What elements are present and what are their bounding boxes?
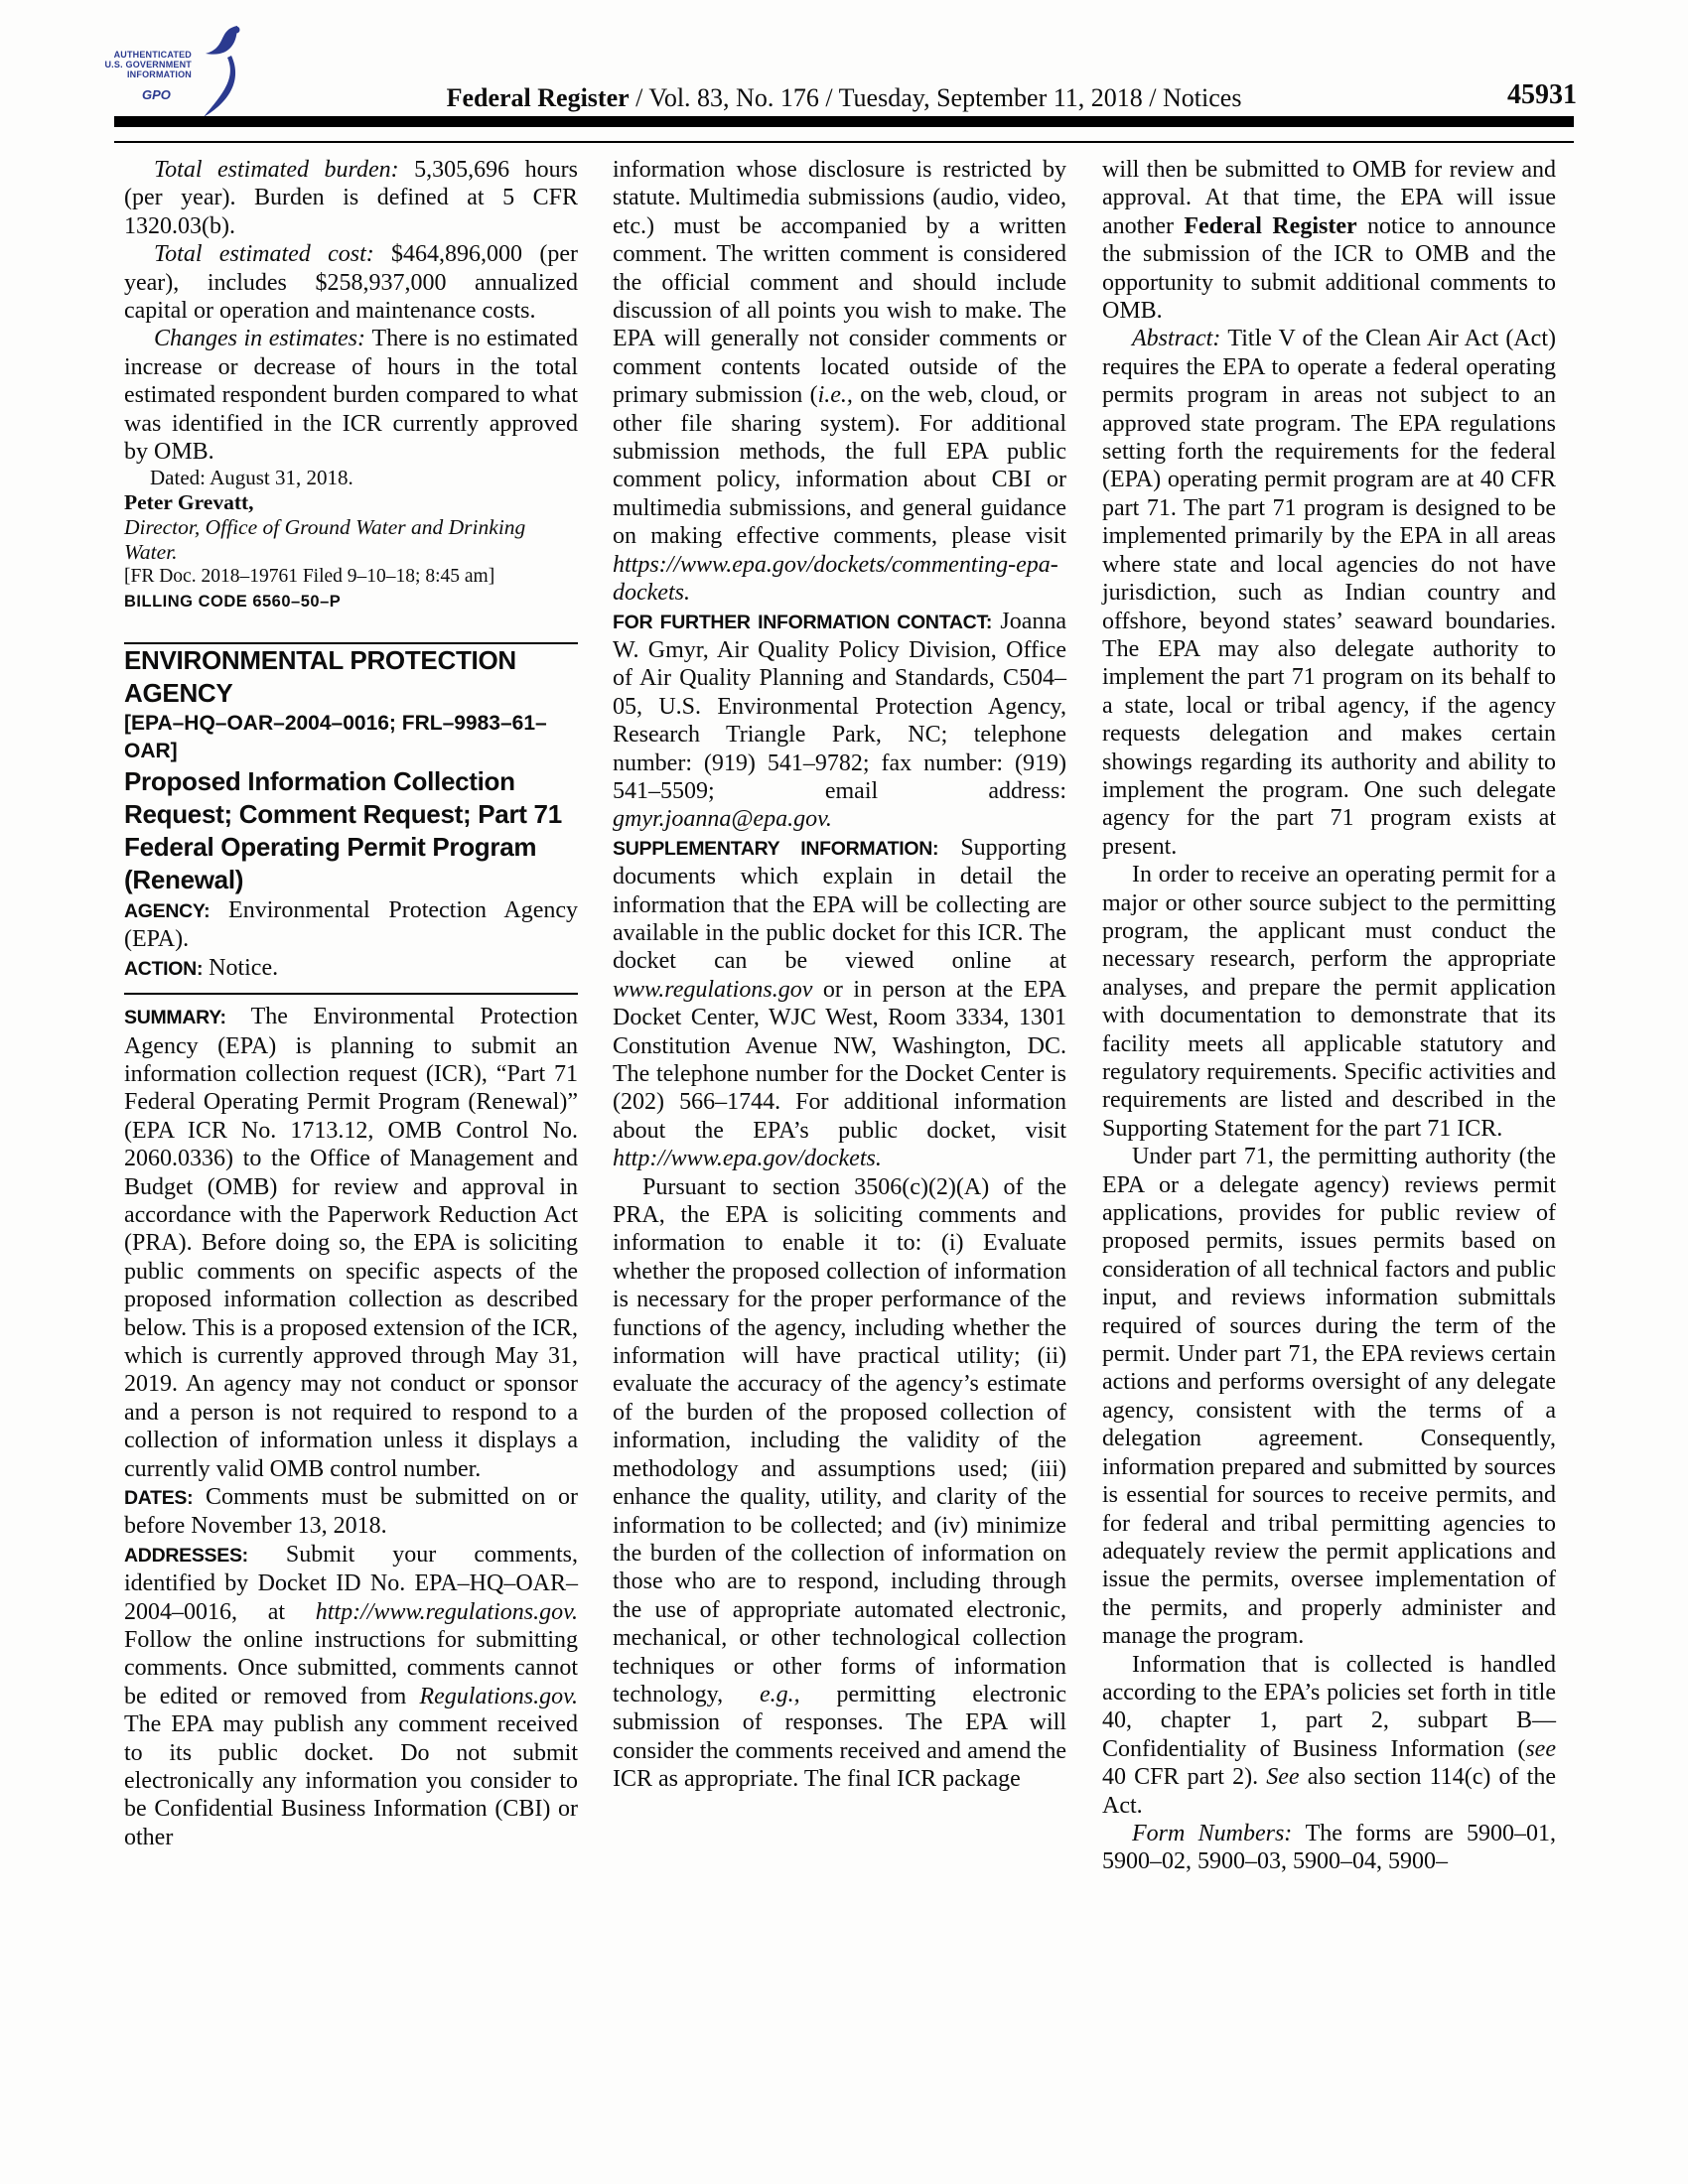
paragraph-abstract: Abstract: Title V of the Clean Air Act (Act) requires the EPA to operate a federal operating permits program in areas not subject to an approved state program. The EPA regulations setting forth the requirements for the federal (EPA) operating permit program are at 40 CFR part 71. The part 71 program is designed to be implemented primarily by the EPA in all areas where state and local agencies do not have jurisdiction, such as Indian country and offshore, beyond states’ seaward boundaries. The EPA may also delegate authority to implement the part 71 program on its behalf to a state, local or tribal agency, if the agency requests delegation and makes certain showings regarding its authority and ability to implement the program. One such delegate agency for the part 71 program exists at present.	[1102, 326, 1556, 860]
addresses-text: Submit your comments, identified by Docket ID No. EPA–HQ–OAR–2004–0016, at http://www.regulations.gov. Follow the online instructions for submitting comments. Once submitted, comments cannot be edited or removed from Regulations.gov. The EPA may publish any comment received to its public docket. Do not submit electronically any information you consider to be Confidential Business Information (CBI) or other	[124, 1541, 578, 1850]
agency-field	[124, 896, 578, 954]
column-1	[124, 156, 578, 1851]
supplementary-field	[613, 834, 1066, 1173]
agency-label: AGENCY:	[124, 899, 211, 922]
signature-title: Director, Office of Ground Water and Drinking Water.	[124, 515, 526, 565]
action-field	[124, 954, 578, 983]
gpo-logo-gpo: GPO	[142, 87, 171, 102]
gpo-logo-text	[104, 50, 192, 79]
summary-separator-rule	[124, 993, 578, 995]
summary-label: SUMMARY:	[124, 1007, 226, 1029]
gpo-logo-line2: U.S. GOVERNMENT	[104, 60, 192, 69]
paragraph-total-burden: Total estimated burden: 5,305,696 hours (per year). Burden is defined at 5 CFR 1320.03(b).	[124, 157, 578, 239]
fr-doc-line: [FR Doc. 2018–19761 Filed 9–10–18; 8:45 am]	[124, 566, 495, 588]
addresses-label: ADDRESSES:	[124, 1544, 248, 1567]
action-value: Notice.	[203, 954, 279, 981]
header-rule-thin	[114, 141, 1574, 143]
further-info-field	[613, 608, 1066, 834]
signature-name: Peter Grevatt,	[124, 490, 254, 515]
supplementary-label: SUPPLEMENTARY INFORMATION:	[613, 837, 939, 860]
agency-name-heading: ENVIRONMENTAL PROTECTION AGENCY	[124, 644, 516, 708]
paragraph-total-cost: Total estimated cost: $464,896,000 (per year), includes $258,937,000 annualized capital or operation and maintenance costs.	[124, 241, 578, 325]
further-info-label: FOR FURTHER INFORMATION CONTACT:	[613, 611, 993, 633]
dates-field	[124, 1483, 578, 1541]
addresses-field	[124, 1541, 578, 1851]
page-number: 45931	[1507, 79, 1577, 110]
paragraph-continuation: information whose disclosure is restricted by statute. Multimedia submissions (audio, video, etc.) must be accompanied by a written comment. The written comment is considered the official comment and should include discussion of all points you wish to make. The EPA will generally not consider comments or comment contents located outside of the primary submission (i.e., on the web, cloud, or other file sharing system). For additional submission methods, the full EPA public comment policy, information about CBI or multimedia submissions, and general guidance on making effective comments, please visit https://www.epa.gov/dockets/commenting-epa-dockets.	[613, 157, 1066, 607]
paragraph-changes-in-estimates: Changes in estimates: There is no estimated increase or decrease of hours in the total estimated respondent burden compared to what was identified in the ICR currently approved by OMB.	[124, 326, 579, 466]
summary-text: The Environmental Protection Agency (EPA) is planning to submit an information collection request (ICR), “Part 71 Federal Operating Permit Program (Renewal)” (EPA ICR No. 1713.12, OMB Control No. 2060.0336) to the Office of Management and Budget (OMB) for review and approval in accordance with the Paperwork Reduction Act (PRA). Before doing so, the EPA is soliciting public comments on specific aspects of the proposed information collection as described below. This is a proposed extension of the ICR, which is currently approved through May 31, 2019. An agency may not conduct or sponsor and a person is not required to respond to a collection of information unless it displays a currently valid OMB control number.	[124, 1004, 578, 1482]
document-title: Proposed Information Collection Request; Comment Request; Part 71 Federal Operating Permit Program (Renewal)	[124, 765, 562, 894]
column-3	[1102, 156, 1556, 1876]
docket-number: [EPA–HQ–OAR–2004–0016; FRL–9983–61–OAR]	[124, 711, 547, 762]
paragraph-information-handling: Information that is collected is handled according to the EPA’s policies set forth in title 40, chapter 1, part 2, subpart B—Confidentiality of Business Information (see 40 CFR part 2). See also section 114(c) of the Act.	[1102, 1651, 1557, 1819]
action-label: ACTION:	[124, 957, 204, 980]
billing-code: BILLING CODE 6560–50–P	[124, 593, 342, 612]
dates-label: DATES:	[124, 1487, 194, 1509]
paragraph-form-numbers: Form Numbers: The forms are 5900–01, 5900–02, 5900–03, 5900–04, 5900–	[1102, 1820, 1556, 1875]
further-info-text: Joanna W. Gmyr, Air Quality Policy Division, Office of Air Quality Planning and Standards, C504–05, U.S. Environmental Protection Agency, Research Triangle Park, NC; telephone number: (919) 541–9782; fax number: (919) 541–5509; email address: gmyr.joanna@epa.gov.	[613, 608, 1066, 833]
gpo-logo-line3: INFORMATION	[126, 69, 192, 79]
supplementary-text: Supporting documents which explain in detail the information that the EPA will be collecting are available in the public docket for this ICR. The docket can be viewed online at www.regulations.gov or in person at the EPA Docket Center, WJC West, Room 3334, 1301 Constitution Avenue NW, Washington, DC. The telephone number for the Docket Center is (202) 566–1744. For additional information about the EPA’s public docket, visit http://www.epa.gov/dockets.	[613, 834, 1066, 1172]
masthead-title: Federal Register	[446, 83, 630, 112]
summary-field	[124, 1003, 578, 1483]
header-rule-thick	[114, 116, 1574, 127]
dates-text: Comments must be submitted on or before November 13, 2018.	[124, 1484, 578, 1540]
paragraph-pursuant: Pursuant to section 3506(c)(2)(A) of the PRA, the EPA is soliciting comments and information to enable it to: (i) Evaluate whether the proposed collection of information is necessary for the proper performance of the functions of the agency, including whether the information will have practical utility; (ii) evaluate the accuracy of the agency’s estimate of the burden of the proposed collection of information, including the validity of the methodology and assumptions used; (iii) enhance the quality, utility, and clarity of the information to be collected; and (iv) minimize the burden of the collection of information on those who are to respond, including through the use of appropriate automated electronic, mechanical, or other technological collection techniques or other forms of information technology, e.g., permitting electronic submission of responses. The EPA will consider the comments received and amend the ICR as appropriate. The final ICR package	[613, 1173, 1066, 1793]
agency-value: Environmental Protection Agency (EPA).	[124, 896, 578, 953]
paragraph-in-order: In order to receive an operating permit for a major or other source subject to the permitting program, the applicant must conduct the necessary research, perform the appropriate analyses, and prepare the permit application with documentation to demonstrate that its facility meets all applicable statutory and regulatory requirements. Specific activities and requirements are listed and described in the Supporting Statement for the part 71 ICR.	[1102, 862, 1556, 1142]
gpo-logo-line1: AUTHENTICATED	[113, 50, 192, 60]
dated-line: Dated: August 31, 2018.	[150, 466, 353, 490]
paragraph-under-part-71: Under part 71, the permitting authority (the EPA or a delegate agency) reviews permit applications, provides for public review of proposed permits, issues permits based on consideration of all technical factors and public input, and reviews information submittals required of sources during the term of the permit. Under part 71, the EPA reviews certain actions and performs oversight of any delegate agency, consistent with the terms of a delegation agreement. Consequently, information prepared and submitted by sources is essential for sources to receive permits, and for federal and tribal permitting agencies to adequately review the permit applications and issue the permits, oversee implementation of the permits, and properly administer and manage the program.	[1102, 1144, 1556, 1650]
masthead-issue-info: / Vol. 83, No. 176 / Tuesday, September 11, 2018 / Notices	[629, 83, 1242, 112]
column-2	[613, 156, 1066, 1794]
paragraph-omb-submission: will then be submitted to OMB for review and approval. At that time, the EPA will issue another Federal Register notice to announce the submission of the ICR to OMB and the opportunity to submit additional comments to OMB.	[1102, 157, 1557, 325]
masthead	[114, 83, 1574, 113]
